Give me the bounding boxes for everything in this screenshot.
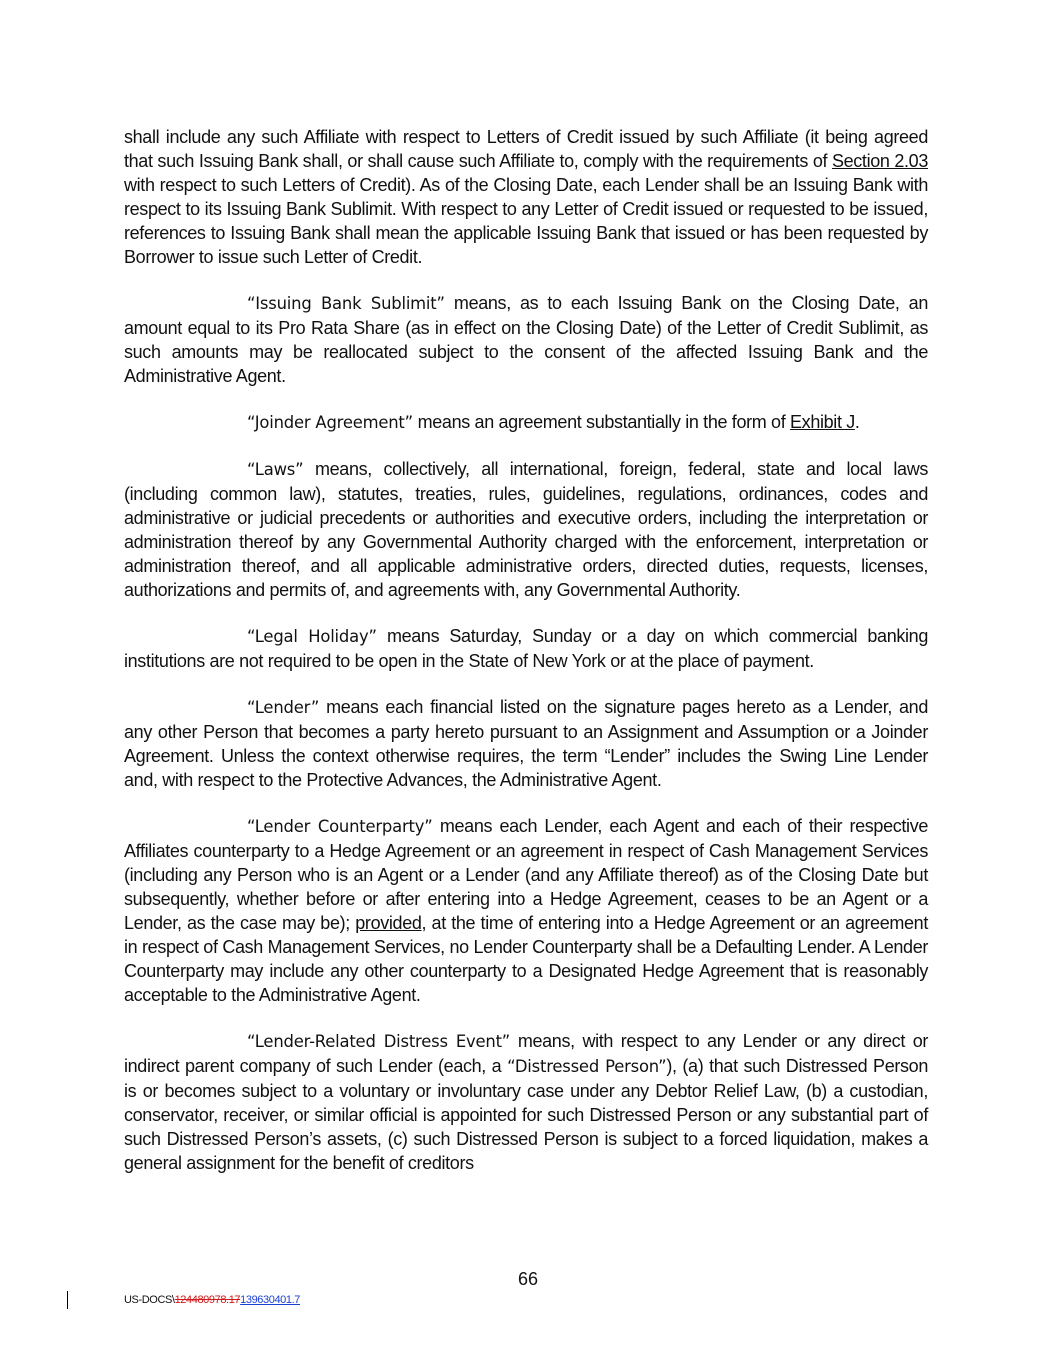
definition-laws bbox=[124, 457, 928, 602]
definition-text: means an agreement substantially in the form of bbox=[412, 412, 791, 432]
definition-text-end: , at the time of entering into a Hedge Agreement or an agreement in respect of Cash Management Services, no Lender Counterparty shall be a Defaulting Lender. A Lender Counterparty may include any other counterparty to a Designated Hedge Agreement that is reasonably acceptable to the Administrative Agent. bbox=[124, 913, 928, 1005]
defined-term: “Issuing Bank Sublimit” bbox=[247, 294, 445, 313]
provided-keyword: provided bbox=[355, 913, 422, 933]
definition-lender-related-distress-event bbox=[124, 1029, 928, 1175]
section-2-03-reference[interactable]: Section 2.03 bbox=[831, 151, 928, 171]
defined-term: “Joinder Agreement” bbox=[247, 413, 413, 432]
defined-term-distressed-person: “Distressed Person” bbox=[507, 1057, 667, 1076]
exhibit-j-reference[interactable]: Exhibit J bbox=[790, 412, 855, 432]
defined-term: “Lender Counterparty” bbox=[247, 817, 433, 836]
page-number: 66 bbox=[517, 1269, 539, 1289]
definition-legal-holiday bbox=[124, 624, 928, 673]
defined-term: “Laws” bbox=[247, 460, 304, 479]
document-id-inserted: 139630401.7 bbox=[240, 1294, 300, 1306]
definition-text: means Saturday, Sunday or a day on which commercial banking institutions are not required to be open in the State of New York or at the place of payment. bbox=[124, 626, 928, 671]
defined-term: “Legal Holiday” bbox=[247, 627, 377, 646]
definition-text: means, with respect to any Lender or any direct or indirect parent company of such Lender (each, a bbox=[124, 1031, 928, 1076]
definition-text: means each Lender, each Agent and each of their respective Affiliates counterparty to a Hedge Agreement or an agreement in respect of Cash Management Services (including any Person who is an Agent or a Lender (and any Affiliate thereof) as of the Closing Date but subsequently, whether before or after entering into a Hedge Agreement, ceases to be an Agent or a Lender, as the case may be); bbox=[124, 816, 929, 933]
definition-text: means, collectively, all international, foreign, federal, state and local laws (including common law), statutes, treaties, rules, guidelines, regulations, ordinances, codes and administrative or judicial precedents or authorities and executive orders, including the interpretation or administration thereof by any Governmental Authority charged with the enforcement, interpretation or administration thereof, and all applicable administrative orders, directed duties, requests, licenses, authorizations and permits of, and agreements with, any Governmental Authority. bbox=[124, 459, 928, 600]
definition-lender-counterparty bbox=[124, 814, 928, 1007]
defined-term: “Lender-Related Distress Event” bbox=[247, 1032, 511, 1051]
document-body bbox=[124, 125, 928, 1197]
document-id-prefix: US-DOCS\ bbox=[124, 1294, 175, 1306]
definition-lender bbox=[124, 695, 928, 792]
revision-change-bar bbox=[67, 1291, 68, 1309]
paragraph-issuing-bank-continuation bbox=[124, 125, 928, 269]
definition-issuing-bank-sublimit bbox=[124, 291, 928, 388]
definition-text-end: . bbox=[854, 412, 860, 432]
definition-text-end: ), (a) that such Distressed Person is or becomes subject to a voluntary or involuntary case under any Debtor Relief Law, (b) a custodian, conservator, receiver, or similar official is appointed for such Distressed Person or any substantial part of such Distressed Person’s assets, (c) such Distressed Person is subject to a forced liquidation, makes a general assignment for the benefit of creditors bbox=[124, 1056, 928, 1173]
document-id-deleted: 124480978.17 bbox=[174, 1294, 241, 1306]
definition-joinder-agreement bbox=[124, 410, 928, 435]
document-id bbox=[124, 1294, 300, 1306]
continuation-text: shall include any such Affiliate with respect to Letters of Credit issued by such Affiliate (it being agreed that such Issuing Bank shall, or shall cause such Affiliate to, comply with the requirements of bbox=[124, 127, 928, 171]
definition-text: means each financial listed on the signature pages hereto as a Lender, and any other Person that becomes a party hereto pursuant to an Assignment and Assumption or a Joinder Agreement. Unless the context otherwise requires, the term “Lender” includes the Swing Line Lender and, with respect to the Protective Advances, the Administrative Agent. bbox=[124, 697, 928, 790]
defined-term: “Lender” bbox=[247, 698, 320, 717]
continuation-text-end: with respect to such Letters of Credit). As of the Closing Date, each Lender shall be an Issuing Bank with respect to its Issuing Bank Sublimit. With respect to any Letter of Credit issued or requested to be issued, references to Issuing Bank shall mean the applicable Issuing Bank that issued or has been requested by Borrower to issue such Letter of Credit. bbox=[124, 175, 928, 267]
definition-text: means, as to each Issuing Bank on the Closing Date, an amount equal to its Pro Rata Share (as in effect on the Closing Date) of the Letter of Credit Sublimit, as such amounts may be reallocated subject to the consent of the affected Issuing Bank and the Administrative Agent. bbox=[124, 293, 928, 386]
